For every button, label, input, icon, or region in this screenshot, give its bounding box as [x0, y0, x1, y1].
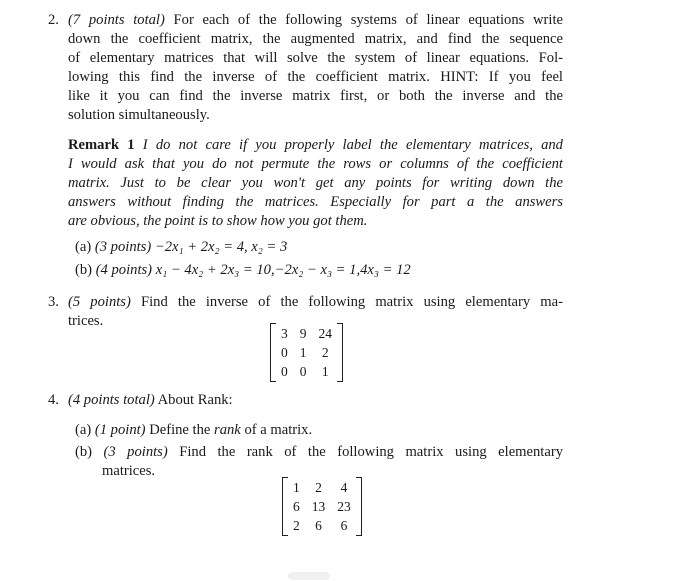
question-4-points: (4 points total) — [68, 392, 155, 408]
matrix-cell: 0 — [281, 364, 288, 379]
question-4-matrix — [282, 477, 362, 536]
question-2-line-1: (7 points total) For each of the following systems of linear equations write — [68, 12, 563, 28]
question-2b-points: (4 points) — [95, 262, 153, 278]
question-3-line-1: (5 points) Find the inverse of the following matrix using elementary ma- — [68, 294, 563, 310]
matrix-cell: 0 — [281, 345, 288, 360]
question-4b-line-1: (b) (3 points) Find the rank of the following matrix using elementary — [75, 444, 563, 460]
matrix-row — [275, 324, 338, 343]
remark-line-5: are obvious, the point is to show how you got them. — [68, 213, 368, 229]
question-3-points: (5 points) — [68, 294, 131, 310]
matrix-row — [287, 497, 357, 516]
question-2-number: 2. — [48, 12, 59, 28]
question-2b-equations: x₁ − 4x₂ + 2x₃ = 10,−2x₂ − x₃ = 1,4x₃ = 12 — [155, 262, 411, 278]
matrix-cell: 2 — [321, 345, 329, 360]
question-2-line-3: of elementary matrices that will solve the system of linear equations. Fol- — [68, 50, 563, 66]
question-4b-points: (3 points) — [103, 444, 168, 460]
matrix-cell: 23 — [337, 499, 351, 514]
question-2-line-6: solution simultaneously. — [68, 107, 210, 123]
matrix-cell: 0 — [299, 364, 307, 379]
question-2a-points: (3 points) — [94, 239, 152, 255]
remark-line-1: Remark 1 I do not care if you properly label the elementary matrices, and — [68, 137, 563, 153]
matrix-cell: 4 — [340, 480, 348, 495]
question-4-title: About Rank: — [157, 392, 233, 408]
matrix-row — [287, 516, 357, 535]
rank-term: rank — [214, 422, 241, 438]
question-4b-line-2: matrices. — [102, 463, 156, 479]
question-2-line-4: lowing this find the inverse of the coefficient matrix. HINT: If you feel — [68, 69, 563, 85]
question-4a-points: (1 point) — [94, 422, 146, 438]
question-4a: (a) (1 point) Define the rank of a matrix. — [75, 422, 313, 438]
question-3-line-2: trices. — [68, 313, 104, 329]
question-2-points: (7 points total) — [68, 12, 165, 28]
question-2-text — [68, 11, 563, 125]
question-2a-label: (a) — [75, 239, 92, 255]
matrix-cell: 1 — [321, 364, 329, 379]
matrix-cell: 24 — [318, 326, 332, 341]
question-3-number: 3. — [48, 294, 59, 310]
matrix-cell: 6 — [293, 499, 300, 514]
matrix-cell: 1 — [299, 345, 307, 360]
remark-line-3: matrix. Just to be clear you won't get any points for writing down the — [68, 175, 563, 191]
question-2b-label: (b) — [75, 262, 93, 278]
matrix-row — [287, 478, 357, 497]
question-2a — [75, 238, 287, 257]
matrix-cell: 3 — [281, 326, 288, 341]
matrix-cell: 2 — [293, 518, 300, 533]
question-4a-label: (a) — [75, 422, 92, 438]
scan-smudge — [288, 572, 330, 580]
remark-line-2: I would ask that you do not permute the rows or columns of the coefficient — [68, 156, 563, 172]
question-4-text — [68, 391, 233, 410]
question-2b — [75, 261, 411, 280]
matrix-cell: 2 — [315, 480, 322, 495]
matrix-cell: 6 — [340, 518, 348, 533]
remark-label: Remark 1 — [68, 137, 135, 153]
matrix-cell: 6 — [315, 518, 322, 533]
question-2a-equations: −2x₁ + 2x₂ = 4, x₂ = 3 — [154, 239, 288, 255]
matrix-cell: 1 — [293, 480, 300, 495]
question-4-number: 4. — [48, 392, 59, 408]
remark-line-4: answers without finding the matrices. Especially for part a the answers — [68, 194, 563, 210]
matrix-row — [275, 343, 338, 362]
remark-block — [68, 136, 563, 231]
matrix-cell: 9 — [299, 326, 307, 341]
question-2-line-2: down the coefficient matrix, the augmented matrix, and find the sequence — [68, 31, 563, 47]
question-4b-label: (b) — [75, 444, 93, 460]
question-4b — [75, 443, 563, 481]
matrix-cell: 13 — [311, 499, 326, 514]
question-2-line-5: like it you can find the inverse matrix first, or both the inverse and the — [68, 88, 563, 104]
question-3-matrix — [270, 323, 343, 382]
matrix-row — [275, 362, 338, 381]
